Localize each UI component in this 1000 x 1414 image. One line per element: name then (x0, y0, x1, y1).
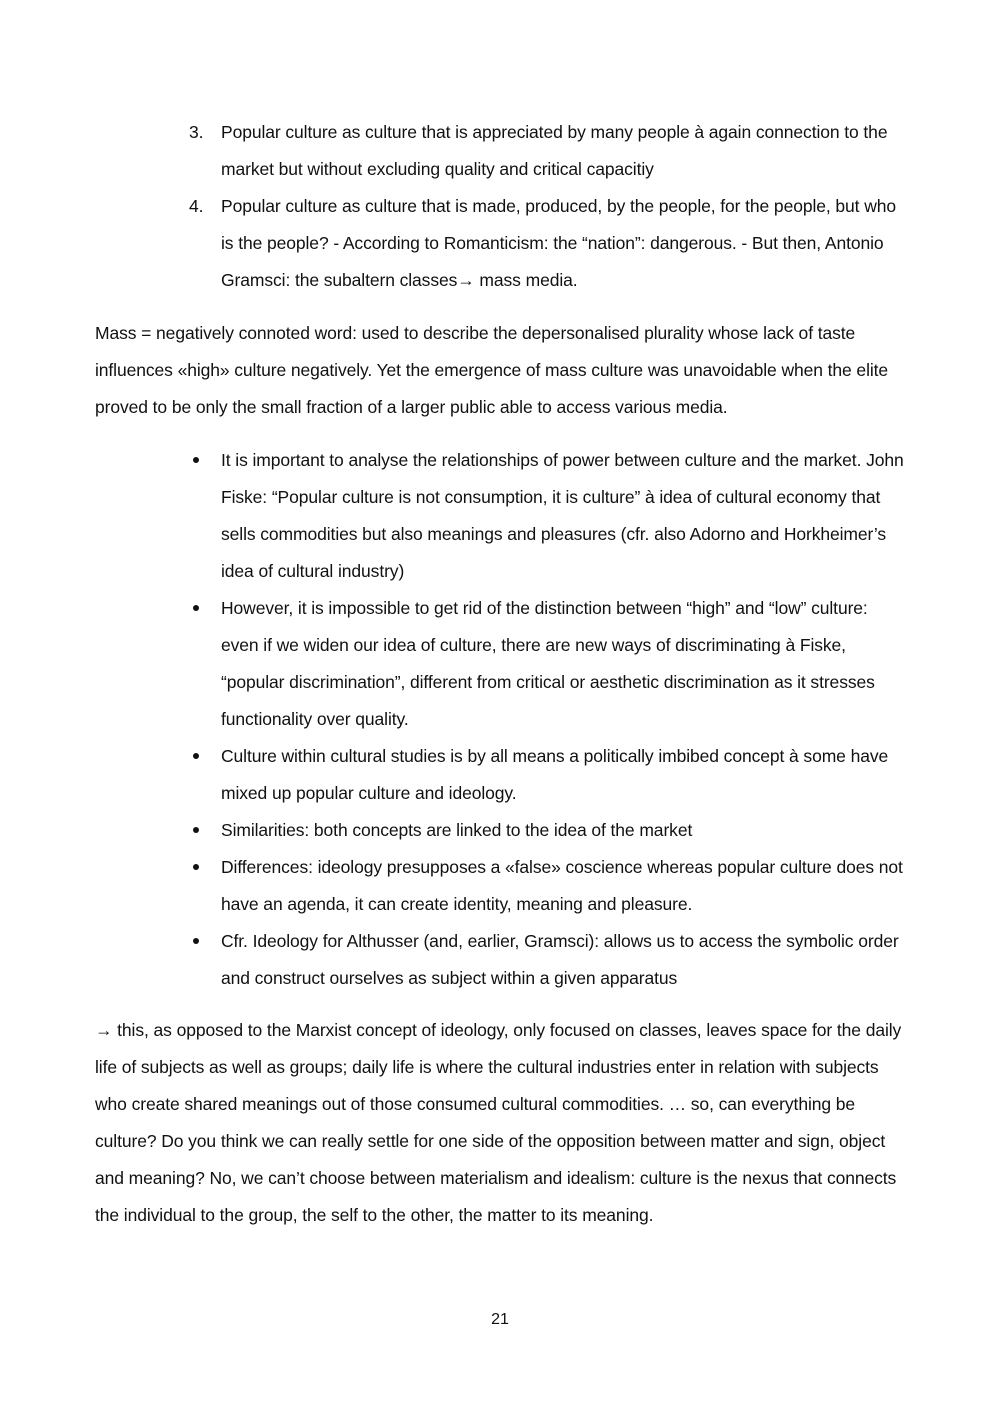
bullet-dot-icon (193, 827, 199, 833)
bullet-item-text: Similarities: both concepts are linked to the idea of the market (221, 820, 693, 840)
bullet-item (189, 923, 909, 997)
bullet-dot-icon (193, 753, 199, 759)
bullet-item (189, 590, 909, 738)
bullet-item-text: Differences: ideology presupposes a «false» coscience whereas popular culture does not have an agenda, it can create identity, meaning and pleasure. (221, 857, 903, 914)
bullet-item (189, 849, 909, 923)
list-item-text: Popular culture as culture that is made, produced, by the people, for the people, but who is the people? - According to Romanticism: the “nation”: dangerous. - But then, Antonio Gramsci: the subaltern classes→ mass media. (221, 196, 897, 290)
bullet-item-text: It is important to analyse the relationships of power between culture and the market. John Fiske: “Popular culture is not consumption, it is culture” à idea of cultural economy that sells commodities but also meanings and pleasures (cfr. also Adorno and Horkheimer’s idea of cultural industry) (221, 450, 904, 581)
bullet-list (189, 442, 909, 997)
list-item-text: Popular culture as culture that is appreciated by many people à again connection to the market but without excluding quality and critical capacitiy (221, 122, 888, 179)
list-item-number: 4. (189, 196, 204, 216)
bullet-item (189, 738, 909, 812)
list-item-number: 3. (189, 122, 204, 142)
page-number: 21 (491, 1311, 509, 1328)
list-item (189, 114, 909, 188)
bullet-dot-icon (193, 457, 199, 463)
numbered-list (189, 114, 909, 299)
bullet-item (189, 812, 909, 849)
bullet-dot-icon (193, 864, 199, 870)
bullet-dot-icon (193, 938, 199, 944)
paragraph-mass: Mass = negatively connoted word: used to describe the depersonalised plurality whose lack of taste influences «high» culture negatively. Yet the emergence of mass culture was unavoidable when the elite proved to be only the small fraction of a larger public able to access various media. (95, 323, 889, 417)
paragraph-conclusion: → this, as opposed to the Marxist concept of ideology, only focused on classes, leaves space for the daily life of subjects as well as groups; daily life is where the cultural industries enter in relation with subjects who create shared meanings out of those consumed cultural commodities. … so, can everything be culture? Do you think we can really settle for one side of the opposition between matter and sign, object and meaning? No, we can’t choose between materialism and idealism: culture is the nexus that connects the individual to the group, the self to the other, the matter to its meaning. (95, 1020, 902, 1225)
list-item (189, 188, 909, 299)
bullet-item-text: Culture within cultural studies is by all means a politically imbibed concept à some have mixed up popular culture and ideology. (221, 746, 889, 803)
bullet-item-text: However, it is impossible to get rid of the distinction between “high” and “low” culture: even if we widen our idea of culture, there are new ways of discriminating à Fiske, “popular discrimination”, different from critical or aesthetic discrimination as it stresses functionality over quality. (221, 598, 875, 729)
bullet-item-text: Cfr. Ideology for Althusser (and, earlier, Gramsci): allows us to access the symbolic order and construct ourselves as subject within a given apparatus (221, 931, 899, 988)
bullet-item (189, 442, 909, 590)
bullet-dot-icon (193, 605, 199, 611)
